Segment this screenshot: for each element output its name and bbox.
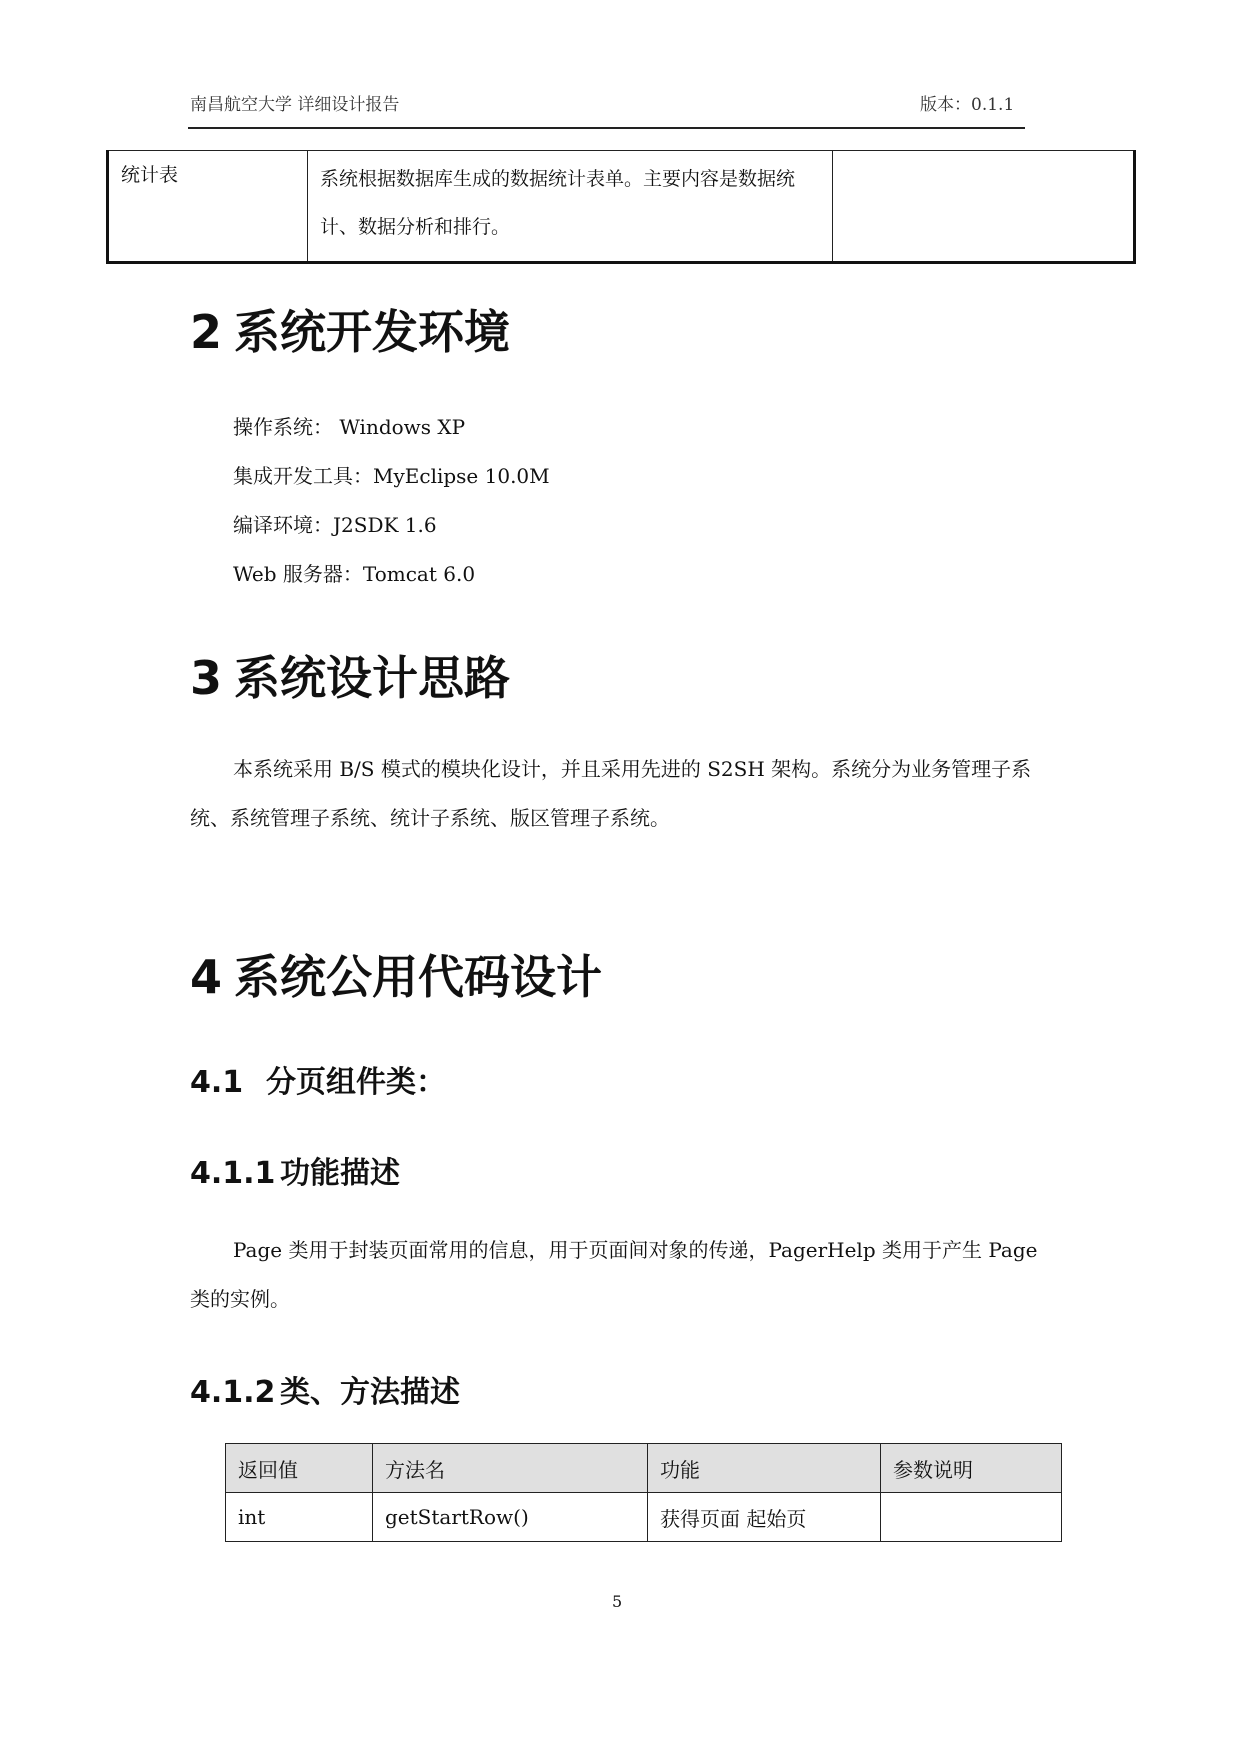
section-4-1-2-heading: 4.1.2 类、方法描述 xyxy=(190,1375,460,1410)
section-4-1-1-paragraph: Page 类用于封装页面常用的信息，用于页面间对象的传递，PagerHelp 类用于产生 Page 类的实例。 xyxy=(190,1238,1038,1311)
section-3-heading: 3 系统设计思路 xyxy=(190,651,510,705)
env-compile: 编译环境：J2SDK 1.6 xyxy=(233,513,437,537)
table-cell: getStartRow() xyxy=(373,1493,648,1542)
table-row xyxy=(226,1493,1062,1542)
method-table xyxy=(225,1443,1062,1542)
table-row xyxy=(108,151,1135,263)
table-cell xyxy=(881,1493,1062,1542)
section-4-1-heading: 4.1 分页组件类： xyxy=(190,1065,446,1100)
section-2-heading: 2 系统开发环境 xyxy=(190,305,510,359)
table-cell: 系统根据数据库生成的数据统计表单。主要内容是数据统计、数据分析和排行。 xyxy=(308,151,833,263)
table-cell: 获得页面 起始页 xyxy=(648,1493,881,1542)
column-header: 返回值 xyxy=(226,1444,373,1493)
page-number: 5 xyxy=(612,1592,623,1611)
env-web: Web 服务器：Tomcat 6.0 xyxy=(233,562,476,586)
header-rule xyxy=(188,127,1025,129)
table-cell xyxy=(833,151,1135,263)
stats-table xyxy=(106,150,1136,264)
table-header-row xyxy=(226,1444,1062,1493)
table-cell: int xyxy=(226,1493,373,1542)
section-3-paragraph: 本系统采用 B/S 模式的模块化设计，并且采用先进的 S2SH 架构。系统分为业务管理子系统、系统管理子系统、统计子系统、版区管理子系统。 xyxy=(190,757,1032,830)
column-header: 功能 xyxy=(648,1444,881,1493)
env-ide: 集成开发工具：MyEclipse 10.0M xyxy=(233,464,550,488)
env-os: 操作系统： Windows XP xyxy=(233,415,466,439)
section-4-heading: 4 系统公用代码设计 xyxy=(190,950,602,1004)
table-cell: 统计表 xyxy=(108,151,308,263)
header-left: 南昌航空大学 详细设计报告 xyxy=(190,95,400,115)
section-4-1-1-heading: 4.1.1 功能描述 xyxy=(190,1156,400,1191)
header-version: 版本：0.1.1 xyxy=(920,95,1015,115)
column-header: 参数说明 xyxy=(881,1444,1062,1493)
column-header: 方法名 xyxy=(373,1444,648,1493)
